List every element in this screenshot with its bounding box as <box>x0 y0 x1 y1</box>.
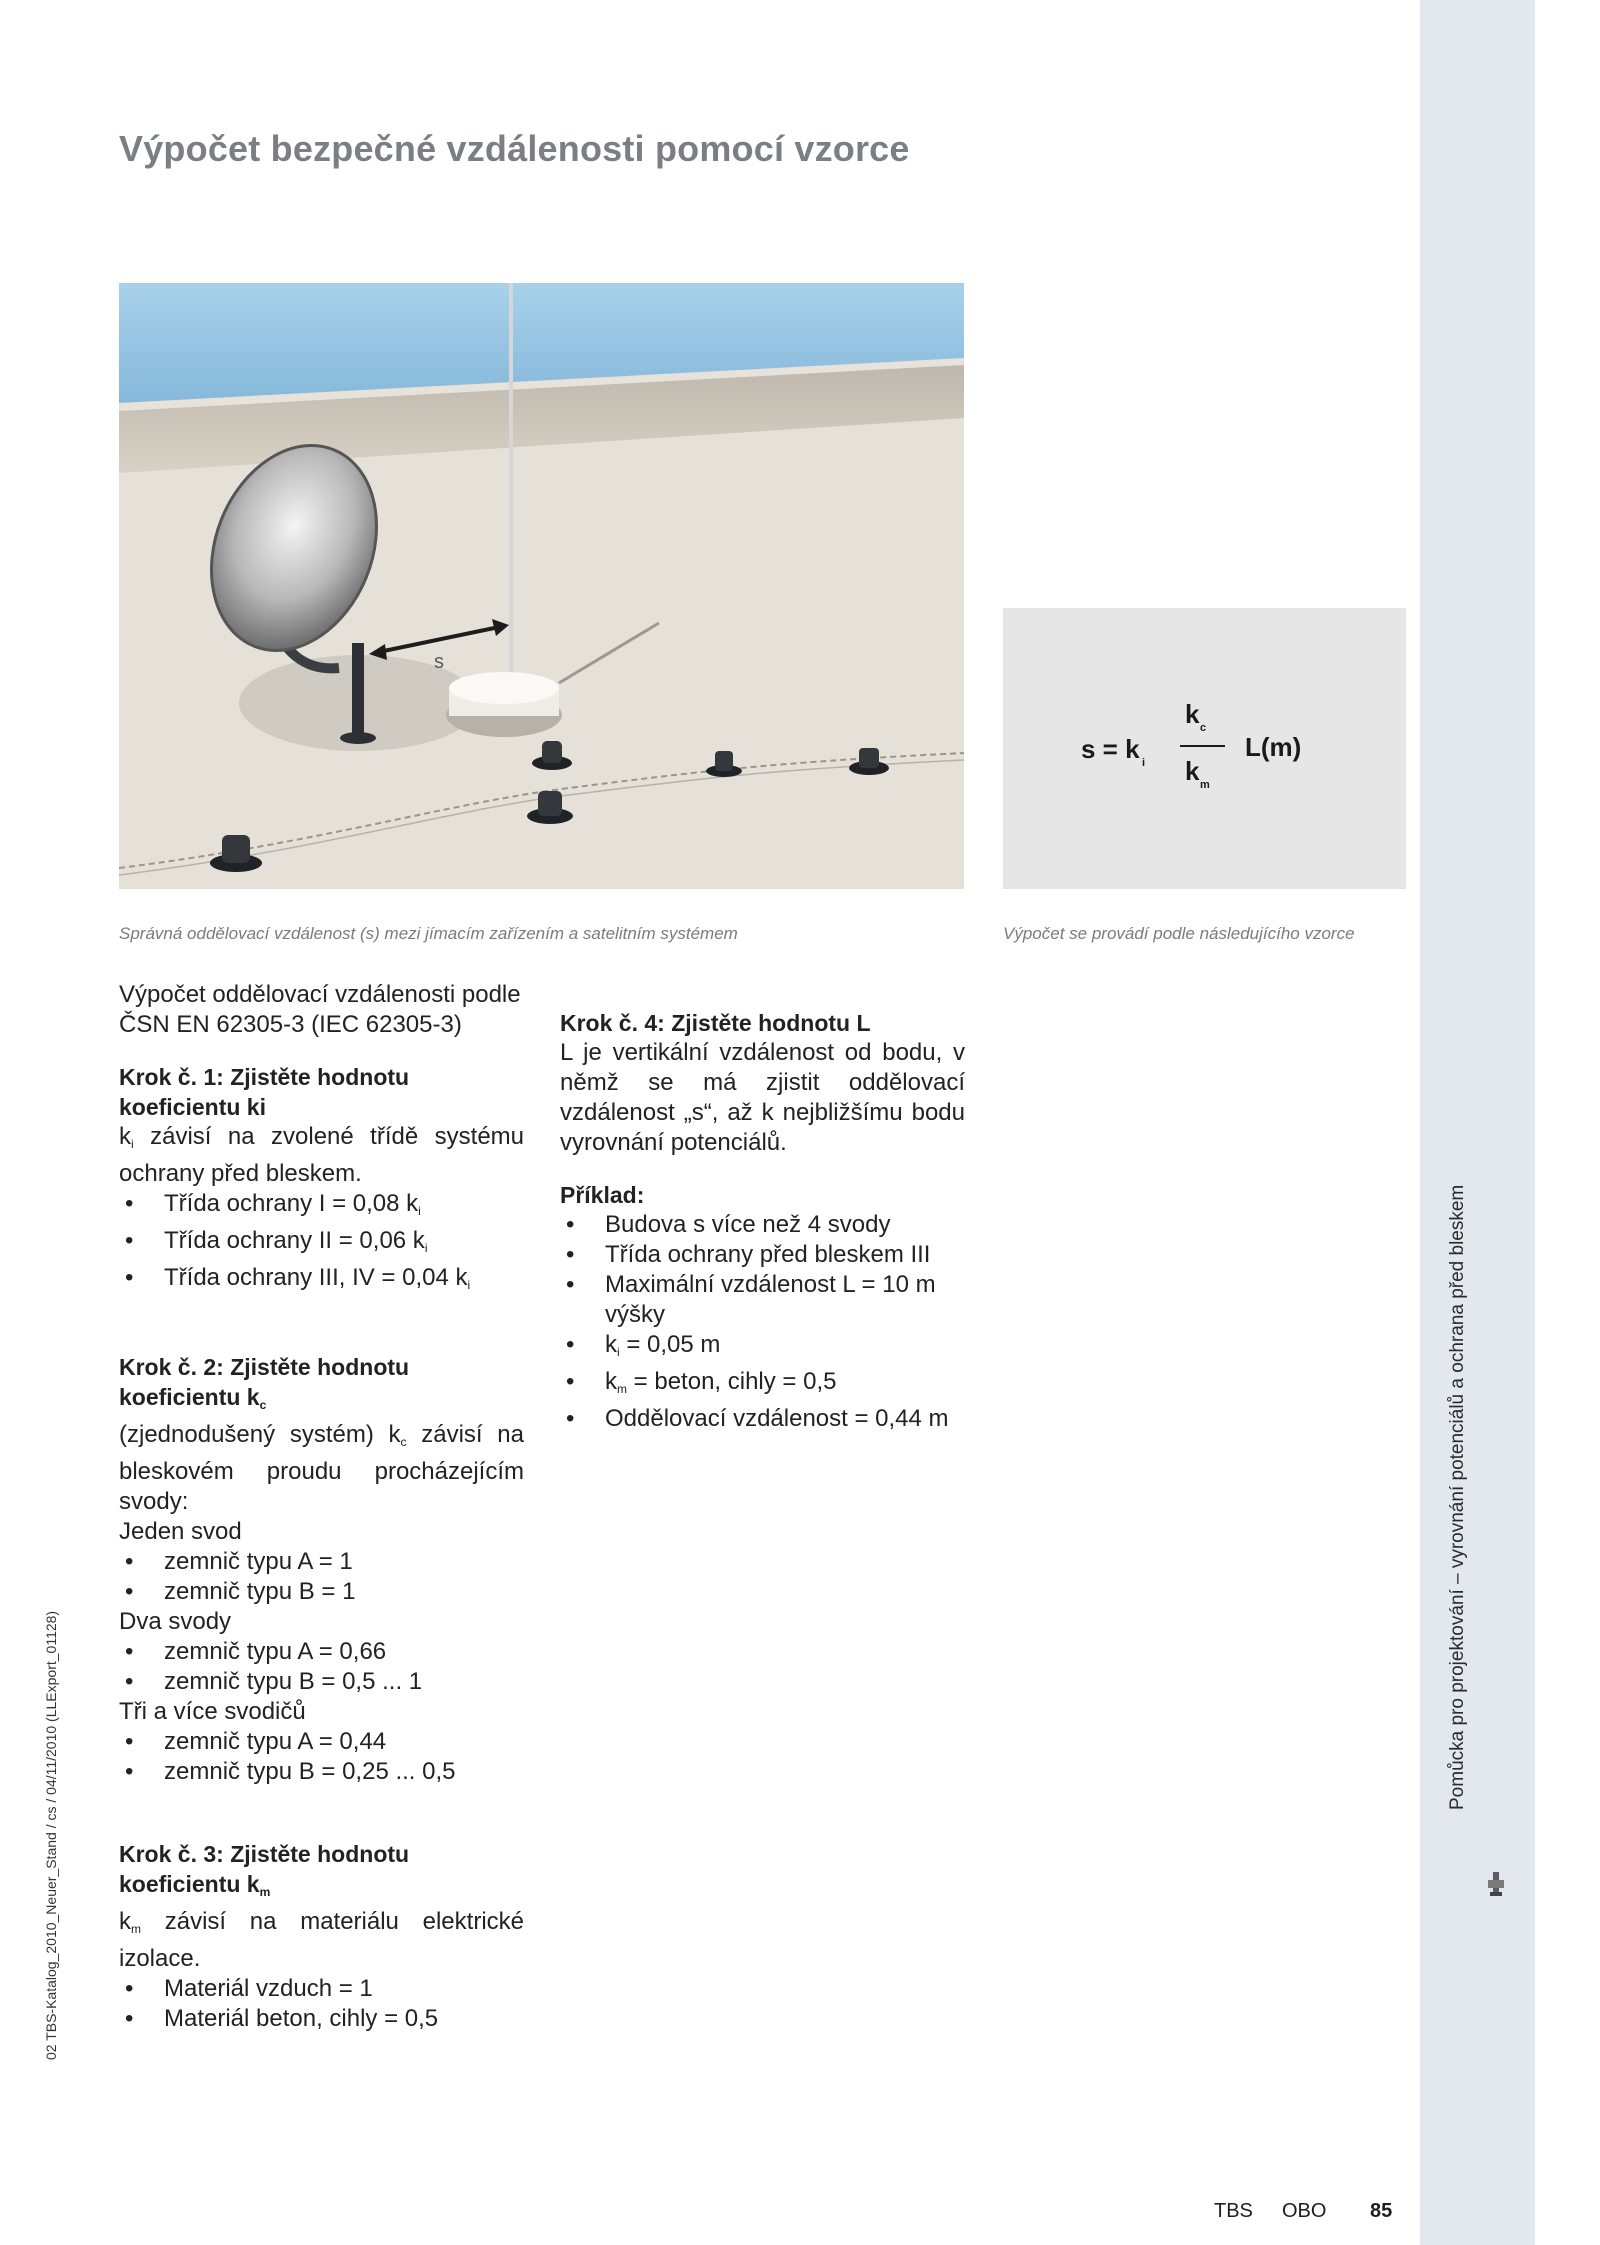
list-item: • Oddělovací vzdálenost = 0,44 m <box>560 1404 965 1434</box>
step1-text: $k_i$ závisí na zvolené třídě systému ochrany před bleskem. <box>119 1123 524 1187</box>
formula-rhs: L(m) <box>1245 732 1302 762</box>
step4-heading: Krok č. 4: Zjistěte hodnotu L <box>560 1010 871 1036</box>
list-item: • $k_i = 0,05$ m <box>560 1330 965 1367</box>
intro-text: Výpočet oddělovací vzdálenosti podle ČSN EN 62305-3 (IEC 62305-3) <box>119 981 521 1038</box>
footer-brand-tbs: TBS <box>1214 2200 1253 2222</box>
step3-heading: Krok č. 3: Zjistěte hodnotu koeficientu $k_m$ <box>119 1841 410 1899</box>
left-column <box>119 980 524 2034</box>
list-item: • Budova s více než 4 svody <box>560 1210 965 1240</box>
step4-text: L je vertikální vzdálenost od bodu, v němž se má zjistit oddělovací vzdálenost „s“, až k nejbližšímu bodu vyrovnání potenciálů. <box>560 1039 965 1156</box>
list-item: • Třída ochrany I = 0,08 $k_i$ <box>119 1189 524 1226</box>
group-label: Dva svody <box>119 1608 232 1635</box>
roof-illustration <box>119 283 964 889</box>
list-item: • Třída ochrany před bleskem III <box>560 1240 965 1270</box>
obo-logo-icon <box>1486 1870 1506 1898</box>
list-item: • Materiál beton, cihly = 0,5 <box>119 2004 524 2034</box>
step2-group2-list <box>119 1637 524 1697</box>
group-label: Tři a více svodičů <box>119 1698 306 1725</box>
step3-list <box>119 1974 524 2034</box>
list-item: • $k_m$ = beton, cihly = 0,5 <box>560 1367 965 1404</box>
page-title: Výpočet bezpečné vzdálenosti pomocí vzorce <box>119 128 910 169</box>
list-item: • zemnič typu B = 0,5 ... 1 <box>119 1667 524 1697</box>
distance-label: s <box>434 651 444 673</box>
list-item: • Maximální vzdálenost L = 10 m výšky <box>560 1270 965 1330</box>
list-item: • zemnič typu A = 1 <box>119 1547 524 1577</box>
group-label: Jeden svod <box>119 1518 242 1545</box>
formula-denominator: k <box>1185 756 1200 786</box>
list-item: • zemnič typu B = 0,25 ... 0,5 <box>119 1757 524 1787</box>
right-column <box>560 1008 965 1434</box>
list-item: • zemnič typu B = 1 <box>119 1577 524 1607</box>
step3-text: $k_m$ závisí na materiálu elektrické izolace. <box>119 1908 524 1972</box>
figure-caption: Správná oddělovací vzdálenost (s) mezi jímacím zařízením a satelitním systémem <box>119 924 738 943</box>
formula-numerator: k <box>1185 699 1200 729</box>
list-item: • zemnič typu A = 0,66 <box>119 1637 524 1667</box>
formula-lhs: s = k <box>1081 734 1140 764</box>
formula-numerator-sub: c <box>1200 722 1207 734</box>
step1-heading: Krok č. 1: Zjistěte hodnotu koeficientu ki <box>119 1064 410 1120</box>
formula-denominator-sub: m <box>1200 779 1210 791</box>
example-heading: Příklad: <box>560 1182 645 1208</box>
formula-lhs-sub: i <box>1142 757 1146 769</box>
page-number: 85 <box>1370 2200 1393 2222</box>
formula-box <box>1003 608 1406 889</box>
footer-brand-obo: OBO <box>1282 2200 1327 2222</box>
step2-text: (zjednodušený systém) $k_c$ závisí na bleskovém proudu procházejícím svody: <box>119 1421 524 1515</box>
step2-heading: Krok č. 2: Zjistěte hodnotu koeficientu $k_c$ <box>119 1354 410 1412</box>
side-section-label: Pomůcka pro projektování – vyrovnání potenciálů a ochrana před bleskem <box>1447 1184 1468 1810</box>
side-band <box>1420 0 1535 2245</box>
catalog-meta-label: 02 TBS-Katalog_2010_Neuer_Stand / cs / 04/11/2010 (LLExport_01128) <box>43 1610 59 2060</box>
dish-mast <box>352 643 364 738</box>
step2-group3-list <box>119 1727 524 1787</box>
example-list <box>560 1210 965 1434</box>
formula-caption: Výpočet se provádí podle následujícího vzorce <box>1003 924 1355 943</box>
step2-group1-list <box>119 1547 524 1607</box>
list-item: • Třída ochrany II = 0,06 $k_i$ <box>119 1226 524 1263</box>
air-termination-rod <box>509 283 513 693</box>
step1-list <box>119 1189 524 1300</box>
list-item: • zemnič typu A = 0,44 <box>119 1727 524 1757</box>
list-item: • Materiál vzduch = 1 <box>119 1974 524 2004</box>
list-item: • Třída ochrany III, IV = 0,04 $k_i$ <box>119 1263 524 1300</box>
